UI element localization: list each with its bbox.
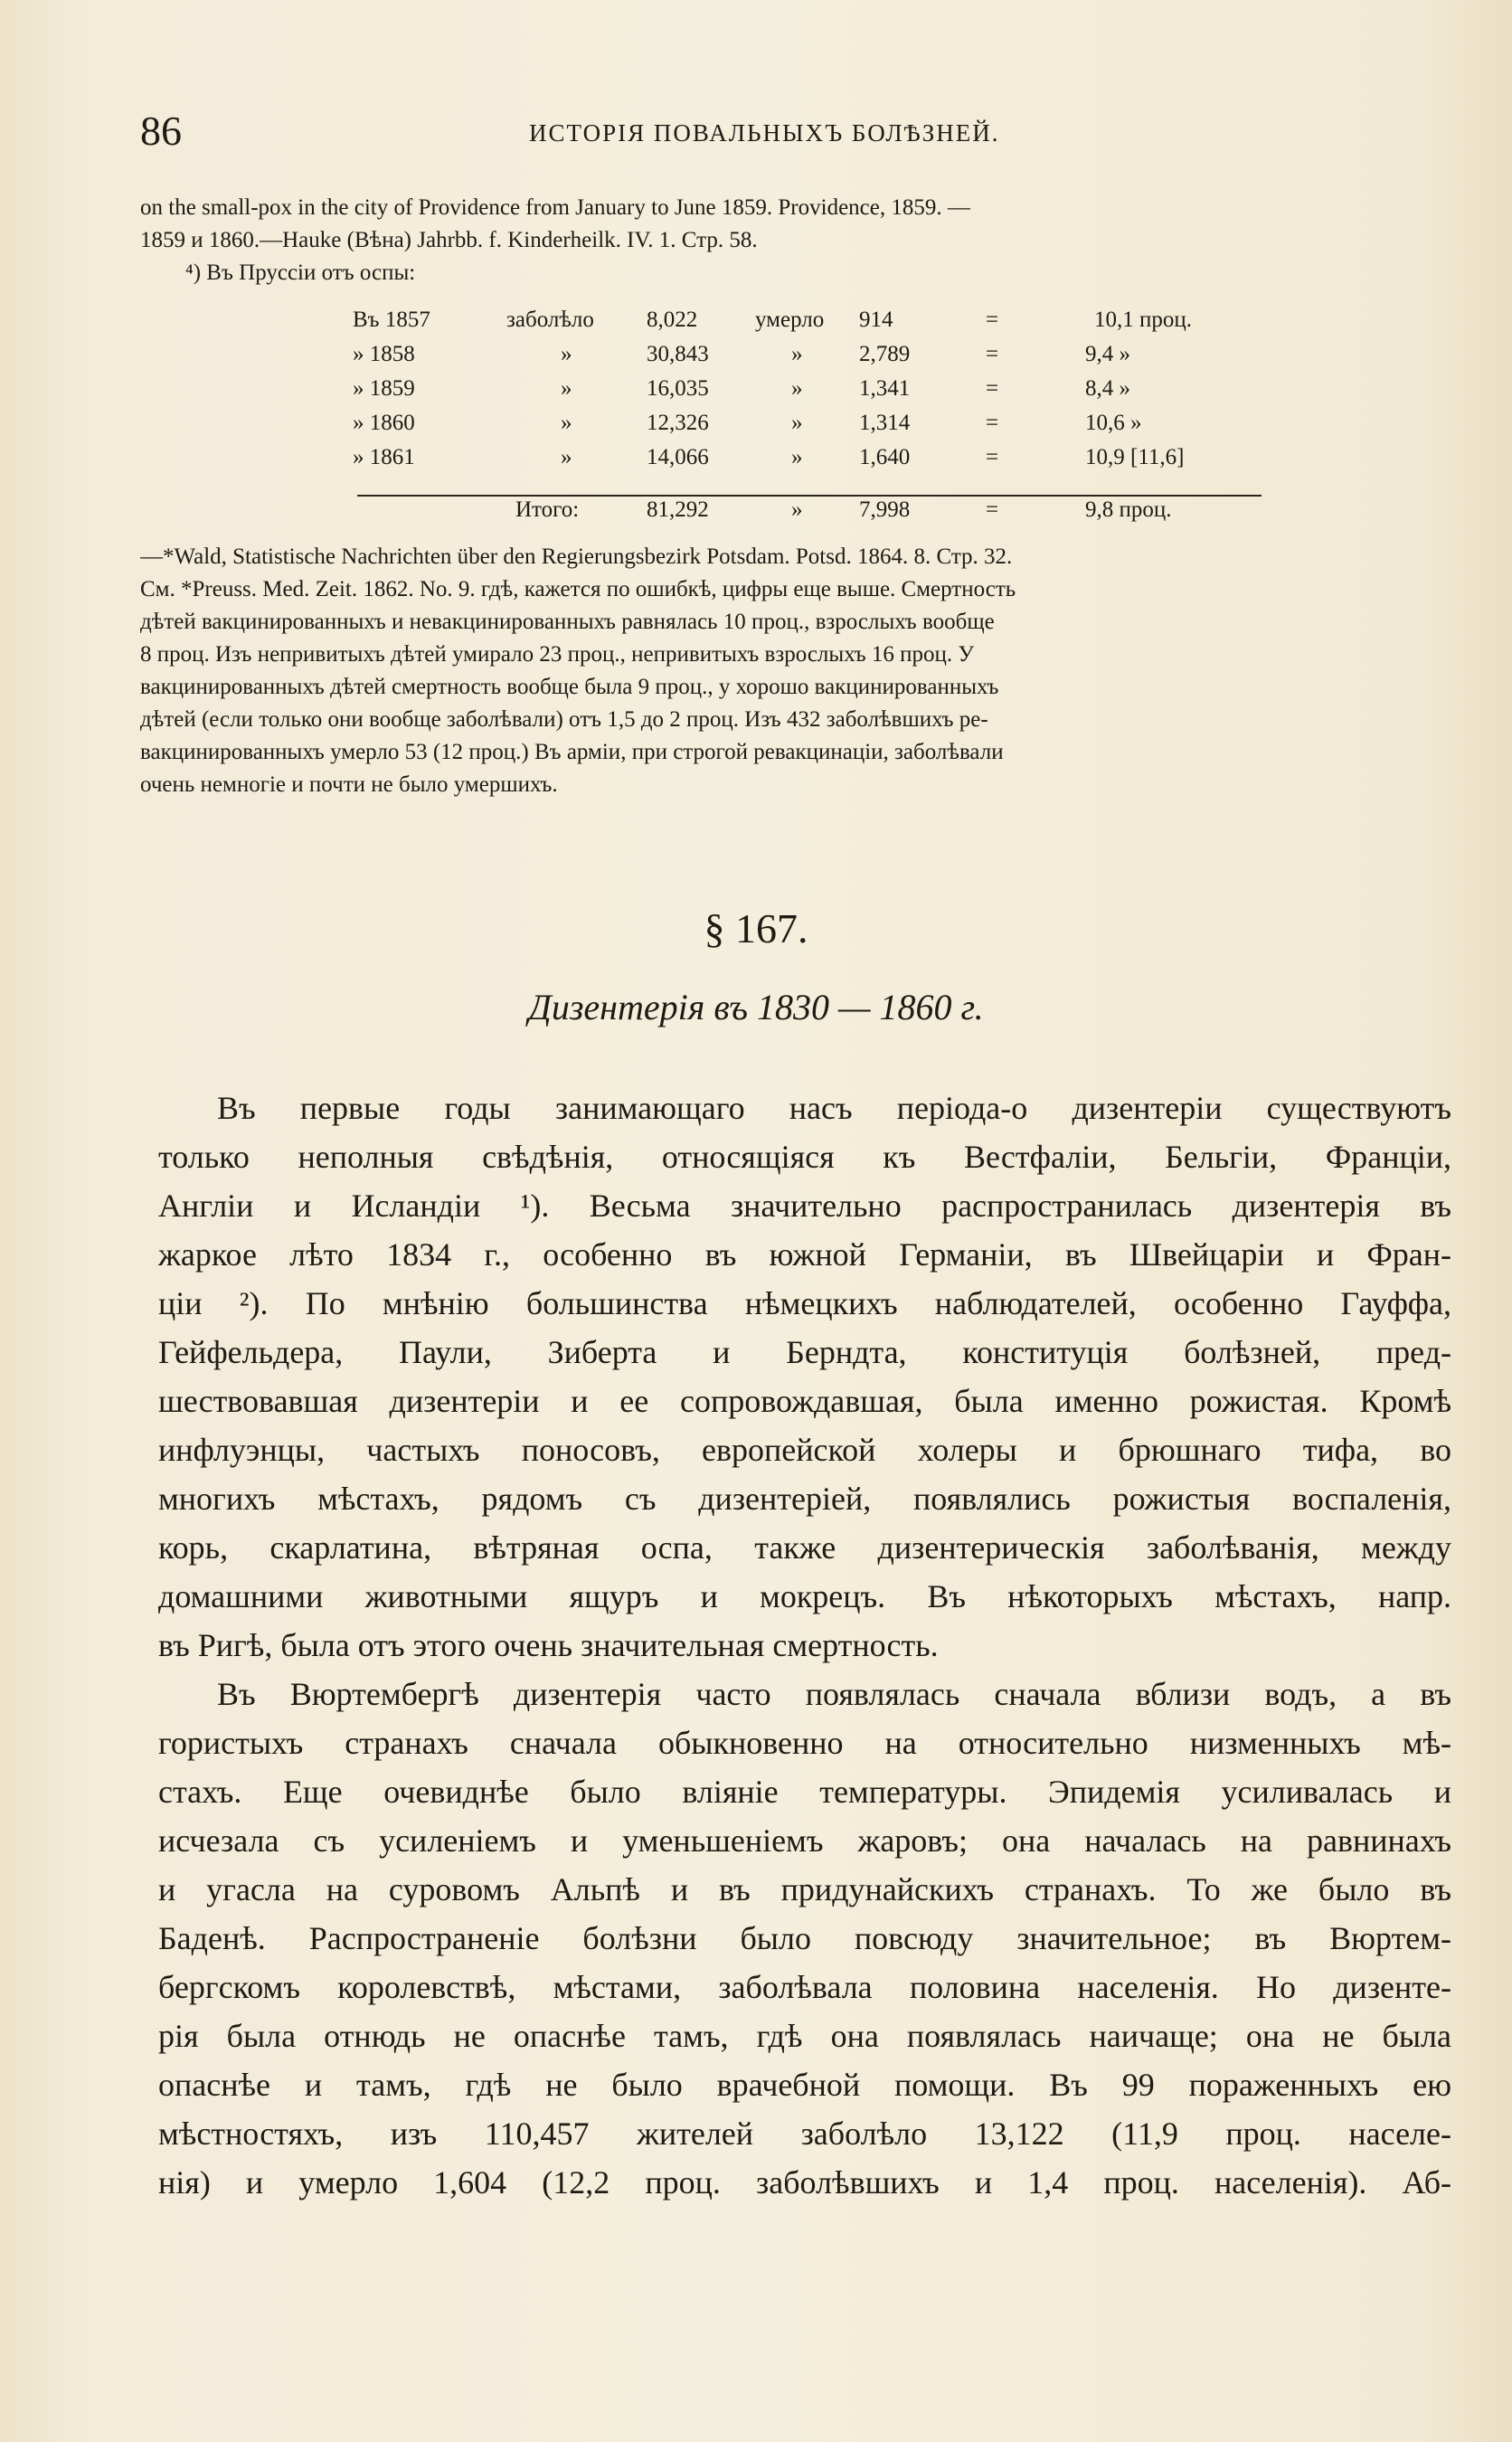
footnote-top [140, 192, 1442, 289]
footnote-line: дѣтей вакцинированныхъ и невакцинированныхъ равнялась 10 проц., взрослыхъ вообще [140, 610, 995, 634]
table-row [353, 342, 1275, 376]
table-row [353, 308, 1275, 342]
footnote-line: 1859 и 1860.—Hauke (Вѣна) Jahrbb. f. Kinderheilk. IV. 1. Стр. 58. [140, 228, 758, 252]
cell-dead: 1,314 [859, 411, 911, 435]
table-row [353, 411, 1275, 445]
body-text [158, 1084, 1451, 2207]
body-line: инфлуэнцы, частыхъ поносовъ, европейской холеры и брюшнаго тифа, во [158, 1432, 1451, 1468]
cell-label: » [561, 445, 572, 469]
cell-year: Въ 1857 [353, 308, 430, 332]
body-line: домашними животными ящуръ и мокрецъ. Въ нѣкоторыхъ мѣстахъ, напр. [158, 1578, 1451, 1614]
body-line: бергскомъ королевствѣ, мѣстами, заболѣвала половина населенія. Но дизенте- [158, 1969, 1451, 2005]
body-line: нія) и умерло 1,604 (12,2 проц. заболѣвшихъ и 1,4 проц. населенія). Аб- [158, 2164, 1451, 2201]
table-row [353, 376, 1275, 411]
cell-percent: 9,8 проц. [1085, 497, 1172, 522]
footnote-line: 8 проц. Изъ непривитыхъ дѣтей умирало 23 проц., непривитыхъ взрослыхъ 16 проц. У [140, 642, 975, 667]
cell-label: заболѣло [506, 308, 594, 332]
body-line: и угасла на суровомъ Альпѣ и въ придунайскихъ странахъ. То же было въ [158, 1871, 1451, 1907]
cell-label: » [791, 497, 803, 522]
cell-sick: 8,022 [647, 308, 698, 332]
body-line: корь, скарлатина, вѣтряная оспа, также дизентерическія заболѣванія, между [158, 1529, 1451, 1566]
section-title: Дизентерія въ 1830 — 1860 г. [528, 987, 984, 1027]
body-line: только неполныя свѣдѣнія, относящіяся къ Вестфаліи, Бельгіи, Франціи, [158, 1139, 1451, 1175]
table-total-rule [357, 495, 1262, 497]
body-line: жаркое лѣто 1834 г., особенно въ южной Германіи, въ Швейцаріи и Фран- [158, 1236, 1451, 1273]
cell-label: умерло [755, 308, 825, 332]
body-line: Англіи и Исландіи ¹). Весьма значительно распространилась дизентерія въ [158, 1188, 1451, 1224]
cell-label: » [791, 411, 803, 435]
footnote-line: on the small-pox in the city of Providence from January to June 1859. Providence, 1859. — [140, 195, 970, 220]
cell-label: » [561, 342, 572, 366]
body-line: исчезала съ усиленіемъ и уменьшеніемъ жаровъ; она началась на равнинахъ [158, 1822, 1451, 1859]
cell-percent: 10,9 [11,6] [1085, 445, 1185, 469]
cell-percent: 10,1 проц. [1094, 308, 1193, 332]
cell-sick: 81,292 [647, 497, 709, 522]
body-line: рія была отнюдь не опаснѣе тамъ, гдѣ она появлялась наичаще; она не была [158, 2018, 1451, 2054]
body-line: ціи ²). По мнѣнію большинства нѣмецкихъ наблюдателей, особенно Гауффа, [158, 1285, 1451, 1321]
cell-dead: 1,640 [859, 445, 911, 469]
body-line: Гейфельдера, Паули, Зиберта и Берндта, конституція болѣзней, пред- [158, 1334, 1451, 1370]
body-line: Баденѣ. Распространеніе болѣзни было повсюду значительное; въ Вюртем- [158, 1920, 1451, 1956]
cell-dead: 914 [859, 308, 893, 332]
footnote-line: очень немногіе и почти не было умершихъ. [140, 772, 558, 797]
cell-sick: 30,843 [647, 342, 709, 366]
footnote-line: См. *Preuss. Med. Zeit. 1862. No. 9. гдѣ, кажется по ошибкѣ, цифры еще выше. Смертность [140, 577, 1016, 601]
footnote-line: вакцинированныхъ дѣтей смертность вообще была 9 проц., у хорошо вакцинированныхъ [140, 675, 999, 699]
table-row [353, 445, 1275, 479]
cell-label: » [791, 342, 803, 366]
table-row [353, 497, 1275, 532]
page-header [140, 107, 1451, 161]
body-line: Въ первые годы занимающаго насъ періода-о дизентеріи существуютъ [217, 1090, 1451, 1126]
cell-label: » [791, 445, 803, 469]
cell-eq: = [986, 376, 999, 401]
body-line: въ Ригѣ, была отъ этого очень значительная смертность. [158, 1627, 939, 1663]
cell-year: » 1858 [353, 342, 415, 366]
cell-sick: 16,035 [647, 376, 709, 401]
cell-eq: = [986, 497, 999, 522]
cell-eq: = [986, 411, 999, 435]
table-total-row [353, 497, 1275, 532]
body-line: шествовавшая дизентеріи и ее сопровождавшая, была именно рожистая. Кромѣ [158, 1383, 1451, 1419]
cell-year: » 1861 [353, 445, 415, 469]
footnote-line: вакцинированныхъ умерло 53 (12 проц.) Въ арміи, при строгой ревакцинаціи, заболѣвали [140, 740, 1004, 764]
cell-eq: = [986, 445, 999, 469]
footnote-4-intro: ⁴) Въ Пруссіи отъ оспы: [185, 260, 416, 285]
cell-eq: = [986, 308, 999, 332]
cell-sick: 12,326 [647, 411, 709, 435]
body-line: Въ Вюртембергѣ дизентерія часто появлялась сначала вблизи водъ, а въ [217, 1676, 1451, 1712]
body-line: гористыхъ странахъ сначала обыкновенно на относительно низменныхъ мѣ- [158, 1725, 1451, 1761]
cell-percent: 10,6 » [1085, 411, 1142, 435]
cell-total-label: Итого: [515, 497, 580, 522]
body-line: опаснѣе и тамъ, гдѣ не было врачебной помощи. Въ 99 пораженныхъ ею [158, 2067, 1451, 2103]
body-line: мѣстностяхъ, изъ 110,457 жителей заболѣло 13,122 (11,9 проц. населе- [158, 2115, 1451, 2152]
cell-label: » [561, 376, 572, 401]
smallpox-table [353, 308, 1275, 479]
cell-label: » [561, 411, 572, 435]
body-line: многихъ мѣстахъ, рядомъ съ дизентеріей, появлялись рожистыя воспаленія, [158, 1481, 1451, 1517]
body-line: стахъ. Еще очевиднѣе было вліяніе температуры. Эпидемія усиливалась и [158, 1774, 1451, 1810]
cell-eq: = [986, 342, 999, 366]
footnote-continued [140, 541, 1442, 801]
footnote-line: —*Wald, Statistische Nachrichten über den Regierungsbezirk Potsdam. Potsd. 1864. 8. Стр. 32. [140, 544, 1013, 569]
cell-sick: 14,066 [647, 445, 709, 469]
cell-dead: 1,341 [859, 376, 911, 401]
running-title: ИСТОРІЯ ПОВАЛЬНЫХЪ БОЛѢЗНЕЙ. [529, 119, 1000, 147]
section-number: § 167. [704, 905, 808, 951]
cell-percent: 8,4 » [1085, 376, 1130, 401]
cell-year: » 1859 [353, 376, 415, 401]
cell-dead: 7,998 [859, 497, 911, 522]
cell-dead: 2,789 [859, 342, 911, 366]
cell-year: » 1860 [353, 411, 415, 435]
page-number: 86 [140, 108, 182, 154]
cell-label: » [791, 376, 803, 401]
cell-percent: 9,4 » [1085, 342, 1130, 366]
footnote-line: дѣтей (если только они вообще заболѣвали) отъ 1,5 до 2 проц. Изъ 432 заболѣвшихъ ре- [140, 707, 988, 732]
